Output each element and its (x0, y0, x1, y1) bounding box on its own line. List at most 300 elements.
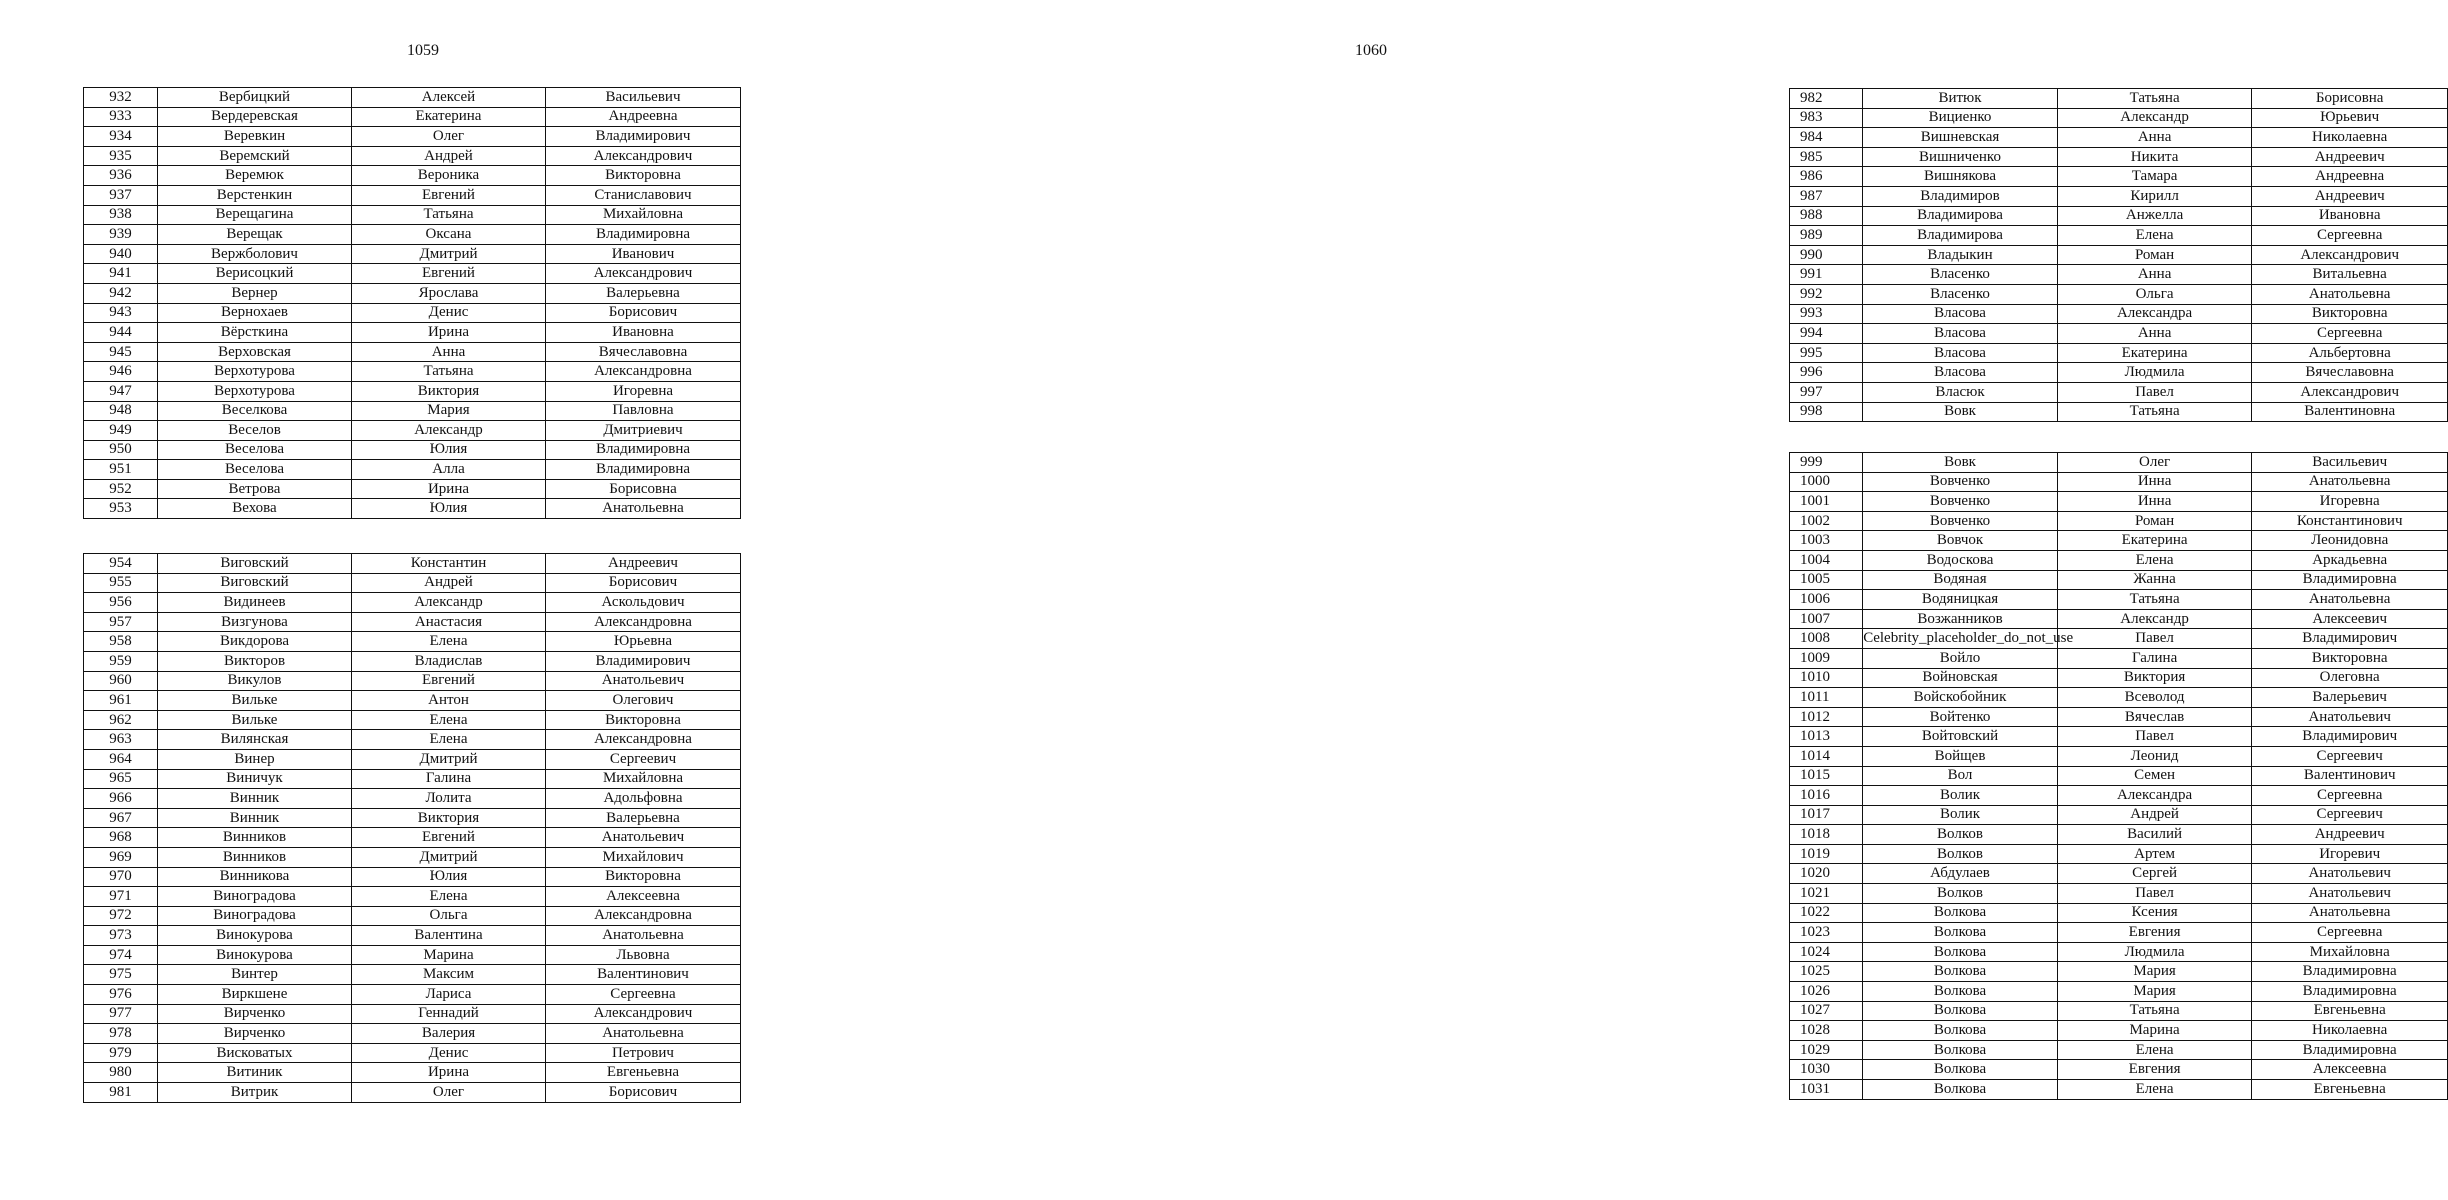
patronymic-cell: Вячеславовна (546, 342, 741, 362)
row-number-cell: 976 (84, 985, 158, 1005)
patronymic-cell: Анатольевич (2252, 707, 2448, 727)
table-row (84, 710, 741, 730)
first-name-cell: Елена (2057, 1040, 2252, 1060)
patronymic-cell: Валерьевич (2252, 688, 2448, 708)
table-row (84, 887, 741, 907)
table-row (84, 401, 741, 421)
last-name-cell: Войщев (1863, 746, 2058, 766)
patronymic-cell: Алексеевич (2252, 609, 2448, 629)
table-row (1790, 245, 2448, 265)
row-number-cell: 1024 (1790, 942, 1863, 962)
last-name-cell: Волкова (1863, 923, 2058, 943)
page-number: 1060 (1355, 42, 1387, 59)
last-name-cell: Веремюк (158, 166, 352, 186)
last-name-cell: Власенко (1863, 284, 2058, 304)
table-row (1790, 382, 2448, 402)
row-number-cell: 999 (1790, 453, 1863, 473)
row-number-cell: 1029 (1790, 1040, 1863, 1060)
table-row (84, 205, 741, 225)
patronymic-cell: Александрович (546, 264, 741, 284)
table-row (1790, 844, 2448, 864)
row-number-cell: 1007 (1790, 609, 1863, 629)
last-name-cell: Викторов (158, 651, 352, 671)
table-row (1790, 805, 2448, 825)
table-row (1790, 962, 2448, 982)
first-name-cell: Василий (2057, 825, 2252, 845)
patronymic-cell: Михайлович (546, 847, 741, 867)
row-number-cell: 948 (84, 401, 158, 421)
table-row (1790, 363, 2448, 383)
row-number-cell: 965 (84, 769, 158, 789)
first-name-cell: Вячеслав (2057, 707, 2252, 727)
first-name-cell: Татьяна (2057, 89, 2252, 109)
patronymic-cell: Вячеславовна (2252, 363, 2448, 383)
table-row (84, 808, 741, 828)
last-name-cell: Виговский (158, 573, 352, 593)
patronymic-cell: Анатольевич (546, 828, 741, 848)
last-name-cell: Верещагина (158, 205, 352, 225)
page-number: 1059 (407, 42, 439, 59)
table-row (1790, 206, 2448, 226)
last-name-cell: Видинеев (158, 593, 352, 613)
last-name-cell: Верисоцкий (158, 264, 352, 284)
row-number-cell: 972 (84, 906, 158, 926)
first-name-cell: Лариса (352, 985, 546, 1005)
row-number-cell: 935 (84, 146, 158, 166)
last-name-cell: Власенко (1863, 265, 2058, 285)
first-name-cell: Андрей (352, 146, 546, 166)
row-number-cell: 974 (84, 945, 158, 965)
table-row (84, 421, 741, 441)
last-name-cell: Винокурова (158, 926, 352, 946)
last-name-cell: Вирченко (158, 1004, 352, 1024)
patronymic-cell: Сергеевна (2252, 786, 2448, 806)
patronymic-cell: Юрьевич (2252, 108, 2448, 128)
first-name-cell: Алексей (352, 88, 546, 108)
last-name-cell: Вержболович (158, 244, 352, 264)
patronymic-cell: Анатольевна (2252, 590, 2448, 610)
name-table (83, 553, 741, 1103)
first-name-cell: Евгений (352, 671, 546, 691)
first-name-cell: Татьяна (2057, 590, 2252, 610)
patronymic-cell: Сергеевич (546, 749, 741, 769)
last-name-cell: Винер (158, 749, 352, 769)
last-name-cell: Вишневская (1863, 128, 2058, 148)
last-name-cell: Виноградова (158, 906, 352, 926)
first-name-cell: Елена (2057, 550, 2252, 570)
last-name-cell: Вербицкий (158, 88, 352, 108)
last-name-cell: Войтовский (1863, 727, 2058, 747)
patronymic-cell: Анатольевна (546, 499, 741, 519)
last-name-cell: Верстенкин (158, 185, 352, 205)
last-name-cell: Волкова (1863, 1080, 2058, 1100)
first-name-cell: Павел (2057, 629, 2252, 649)
row-number-cell: 941 (84, 264, 158, 284)
table-row (84, 985, 741, 1005)
first-name-cell: Ирина (352, 1063, 546, 1083)
patronymic-cell: Игоревна (2252, 492, 2448, 512)
row-number-cell: 988 (1790, 206, 1863, 226)
row-number-cell: 998 (1790, 402, 1863, 422)
first-name-cell: Александр (2057, 609, 2252, 629)
table-row (1790, 590, 2448, 610)
table-row (1790, 1001, 2448, 1021)
first-name-cell: Ксения (2057, 903, 2252, 923)
patronymic-cell: Михайловна (546, 205, 741, 225)
row-number-cell: 960 (84, 671, 158, 691)
patronymic-cell: Юрьевна (546, 632, 741, 652)
row-number-cell: 971 (84, 887, 158, 907)
first-name-cell: Виктория (352, 808, 546, 828)
last-name-cell: Вильке (158, 710, 352, 730)
row-number-cell: 985 (1790, 147, 1863, 167)
patronymic-cell: Михайловна (546, 769, 741, 789)
last-name-cell: Волков (1863, 825, 2058, 845)
first-name-cell: Валерия (352, 1024, 546, 1044)
last-name-cell: Витюк (1863, 89, 2058, 109)
left-page (0, 0, 846, 1200)
row-number-cell: 1023 (1790, 923, 1863, 943)
patronymic-cell: Евгеньевна (546, 1063, 741, 1083)
row-number-cell: 986 (1790, 167, 1863, 187)
table-row (84, 1063, 741, 1083)
table-row (84, 303, 741, 323)
table-row (84, 146, 741, 166)
last-name-cell: Водяницкая (1863, 590, 2058, 610)
patronymic-cell: Евгеньевна (2252, 1080, 2448, 1100)
first-name-cell: Андрей (352, 573, 546, 593)
patronymic-cell: Владимировна (2252, 570, 2448, 590)
table-row (84, 945, 741, 965)
last-name-cell: Вёрсткина (158, 323, 352, 343)
last-name-cell: Вехова (158, 499, 352, 519)
row-number-cell: 945 (84, 342, 158, 362)
last-name-cell: Волков (1863, 844, 2058, 864)
patronymic-cell: Валерьевна (546, 283, 741, 303)
table-row (84, 573, 741, 593)
last-name-cell: Витрик (158, 1083, 352, 1103)
table-row (84, 632, 741, 652)
right-page (846, 0, 2403, 1200)
first-name-cell: Евгений (352, 828, 546, 848)
table-row (84, 554, 741, 574)
first-name-cell: Роман (2057, 245, 2252, 265)
row-number-cell: 1018 (1790, 825, 1863, 845)
patronymic-cell: Борисовна (2252, 89, 2448, 109)
table-row (84, 789, 741, 809)
row-number-cell: 994 (1790, 324, 1863, 344)
last-name-cell: Владыкин (1863, 245, 2058, 265)
row-number-cell: 966 (84, 789, 158, 809)
name-table (1789, 88, 2448, 422)
table-row (84, 166, 741, 186)
patronymic-cell: Андреевич (546, 554, 741, 574)
row-number-cell: 964 (84, 749, 158, 769)
last-name-cell: Войло (1863, 648, 2058, 668)
table-row (1790, 89, 2448, 109)
table-row (1790, 864, 2448, 884)
row-number-cell: 1008 (1790, 629, 1863, 649)
table-row (84, 1043, 741, 1063)
row-number-cell: 955 (84, 573, 158, 593)
first-name-cell: Денис (352, 1043, 546, 1063)
table-row (1790, 453, 2448, 473)
last-name-cell: Власова (1863, 324, 2058, 344)
last-name-cell: Вициенко (1863, 108, 2058, 128)
table-row (84, 185, 741, 205)
last-name-cell: Веселова (158, 440, 352, 460)
patronymic-cell: Андреевич (2252, 147, 2448, 167)
row-number-cell: 952 (84, 479, 158, 499)
table-row (84, 88, 741, 108)
last-name-cell: Celebrity_placeholder_do_not_use (1863, 629, 2058, 649)
table-row (1790, 727, 2448, 747)
patronymic-cell: Львовна (546, 945, 741, 965)
last-name-cell: Вишнякова (1863, 167, 2058, 187)
first-name-cell: Екатерина (352, 107, 546, 127)
row-number-cell: 1015 (1790, 766, 1863, 786)
table-row (84, 460, 741, 480)
table-row (84, 1083, 741, 1103)
table-row (1790, 265, 2448, 285)
table-row (1790, 511, 2448, 531)
patronymic-cell: Анатольевна (546, 1024, 741, 1044)
patronymic-cell: Александрович (2252, 245, 2448, 265)
patronymic-cell: Алексеевна (2252, 1060, 2448, 1080)
patronymic-cell: Анатольевич (2252, 864, 2448, 884)
last-name-cell: Владимирова (1863, 206, 2058, 226)
table-row (1790, 343, 2448, 363)
row-number-cell: 983 (1790, 108, 1863, 128)
table-row (1790, 1040, 2448, 1060)
first-name-cell: Елена (352, 710, 546, 730)
row-number-cell: 1004 (1790, 550, 1863, 570)
row-number-cell: 936 (84, 166, 158, 186)
first-name-cell: Татьяна (352, 362, 546, 382)
first-name-cell: Кирилл (2057, 186, 2252, 206)
last-name-cell: Веревкин (158, 127, 352, 147)
patronymic-cell: Александровна (546, 730, 741, 750)
patronymic-cell: Иванович (546, 244, 741, 264)
table-row (84, 381, 741, 401)
patronymic-cell: Валентинович (2252, 766, 2448, 786)
table-row (1790, 884, 2448, 904)
last-name-cell: Волкова (1863, 1001, 2058, 1021)
table-row (1790, 648, 2448, 668)
last-name-cell: Веселова (158, 460, 352, 480)
first-name-cell: Дмитрий (352, 244, 546, 264)
first-name-cell: Артем (2057, 844, 2252, 864)
first-name-cell: Елена (352, 887, 546, 907)
last-name-cell: Вернохаев (158, 303, 352, 323)
first-name-cell: Олег (352, 1083, 546, 1103)
row-number-cell: 992 (1790, 284, 1863, 304)
table-row (84, 127, 741, 147)
last-name-cell: Вовчок (1863, 531, 2058, 551)
patronymic-cell: Адольфовна (546, 789, 741, 809)
table-row (84, 593, 741, 613)
table-row (1790, 609, 2448, 629)
first-name-cell: Татьяна (352, 205, 546, 225)
row-number-cell: 1031 (1790, 1080, 1863, 1100)
row-number-cell: 1021 (1790, 884, 1863, 904)
table-row (1790, 688, 2448, 708)
table-row (1790, 324, 2448, 344)
last-name-cell: Виговский (158, 554, 352, 574)
patronymic-cell: Александровна (546, 612, 741, 632)
last-name-cell: Виноградова (158, 887, 352, 907)
table-row (84, 107, 741, 127)
first-name-cell: Елена (352, 632, 546, 652)
table-row (1790, 1080, 2448, 1100)
table-row (1790, 746, 2448, 766)
row-number-cell: 984 (1790, 128, 1863, 148)
patronymic-cell: Витальевна (2252, 265, 2448, 285)
first-name-cell: Валентина (352, 926, 546, 946)
table-row (84, 965, 741, 985)
last-name-cell: Власова (1863, 363, 2058, 383)
first-name-cell: Анна (2057, 324, 2252, 344)
first-name-cell: Мария (2057, 982, 2252, 1002)
row-number-cell: 956 (84, 593, 158, 613)
row-number-cell: 1019 (1790, 844, 1863, 864)
row-number-cell: 969 (84, 847, 158, 867)
row-number-cell: 1011 (1790, 688, 1863, 708)
table-row (84, 828, 741, 848)
first-name-cell: Андрей (2057, 805, 2252, 825)
first-name-cell: Ирина (352, 479, 546, 499)
last-name-cell: Волкова (1863, 982, 2058, 1002)
table-row (1790, 1060, 2448, 1080)
table-row (1790, 550, 2448, 570)
row-number-cell: 1001 (1790, 492, 1863, 512)
table-row (1790, 402, 2448, 422)
row-number-cell: 977 (84, 1004, 158, 1024)
table-row (1790, 668, 2448, 688)
row-number-cell: 1000 (1790, 472, 1863, 492)
row-number-cell: 995 (1790, 343, 1863, 363)
patronymic-cell: Алексеевна (546, 887, 741, 907)
first-name-cell: Елена (2057, 226, 2252, 246)
first-name-cell: Виктория (2057, 668, 2252, 688)
patronymic-cell: Борисович (546, 303, 741, 323)
table-row (1790, 472, 2448, 492)
last-name-cell: Виничук (158, 769, 352, 789)
first-name-cell: Юлия (352, 440, 546, 460)
last-name-cell: Волкова (1863, 903, 2058, 923)
row-number-cell: 968 (84, 828, 158, 848)
patronymic-cell: Игоревич (2252, 844, 2448, 864)
last-name-cell: Винокурова (158, 945, 352, 965)
last-name-cell: Власова (1863, 304, 2058, 324)
patronymic-cell: Валерьевна (546, 808, 741, 828)
last-name-cell: Власова (1863, 343, 2058, 363)
last-name-cell: Верхотурова (158, 381, 352, 401)
patronymic-cell: Викторовна (546, 867, 741, 887)
name-table (83, 87, 741, 519)
first-name-cell: Жанна (2057, 570, 2252, 590)
row-number-cell: 953 (84, 499, 158, 519)
row-number-cell: 944 (84, 323, 158, 343)
row-number-cell: 938 (84, 205, 158, 225)
name-table (1789, 452, 2448, 1100)
table-row (1790, 167, 2448, 187)
table-row (1790, 284, 2448, 304)
first-name-cell: Константин (352, 554, 546, 574)
patronymic-cell: Сергеевич (2252, 746, 2448, 766)
row-number-cell: 1022 (1790, 903, 1863, 923)
table-row (84, 691, 741, 711)
first-name-cell: Юлия (352, 867, 546, 887)
last-name-cell: Вильке (158, 691, 352, 711)
table-row (84, 225, 741, 245)
row-number-cell: 933 (84, 107, 158, 127)
patronymic-cell: Николаевна (2252, 1021, 2448, 1041)
row-number-cell: 1013 (1790, 727, 1863, 747)
table-row (1790, 304, 2448, 324)
first-name-cell: Вероника (352, 166, 546, 186)
patronymic-cell: Павловна (546, 401, 741, 421)
patronymic-cell: Леонидовна (2252, 531, 2448, 551)
patronymic-cell: Евгеньевна (2252, 1001, 2448, 1021)
patronymic-cell: Анатольевна (2252, 903, 2448, 923)
first-name-cell: Александра (2057, 304, 2252, 324)
last-name-cell: Волик (1863, 805, 2058, 825)
last-name-cell: Вилянская (158, 730, 352, 750)
row-number-cell: 954 (84, 554, 158, 574)
table-row (84, 867, 741, 887)
patronymic-cell: Станиславович (546, 185, 741, 205)
row-number-cell: 1002 (1790, 511, 1863, 531)
table-row (84, 362, 741, 382)
table-row (1790, 108, 2448, 128)
patronymic-cell: Олегович (546, 691, 741, 711)
table-row (1790, 982, 2448, 1002)
patronymic-cell: Анатольевна (2252, 472, 2448, 492)
row-number-cell: 1026 (1790, 982, 1863, 1002)
first-name-cell: Всеволод (2057, 688, 2252, 708)
table-row (1790, 1021, 2448, 1041)
first-name-cell: Евгений (352, 185, 546, 205)
first-name-cell: Людмила (2057, 942, 2252, 962)
first-name-cell: Анна (2057, 265, 2252, 285)
patronymic-cell: Владимирович (546, 651, 741, 671)
first-name-cell: Алла (352, 460, 546, 480)
row-number-cell: 978 (84, 1024, 158, 1044)
last-name-cell: Волкова (1863, 1040, 2058, 1060)
table-row (1790, 942, 2448, 962)
row-number-cell: 967 (84, 808, 158, 828)
row-number-cell: 962 (84, 710, 158, 730)
row-number-cell: 1020 (1790, 864, 1863, 884)
patronymic-cell: Васильевич (546, 88, 741, 108)
table-row (84, 926, 741, 946)
first-name-cell: Анастасия (352, 612, 546, 632)
last-name-cell: Войновская (1863, 668, 2058, 688)
row-number-cell: 991 (1790, 265, 1863, 285)
last-name-cell: Витиник (158, 1063, 352, 1083)
row-number-cell: 980 (84, 1063, 158, 1083)
last-name-cell: Ветрова (158, 479, 352, 499)
patronymic-cell: Анатольевич (2252, 884, 2448, 904)
table-row (84, 1024, 741, 1044)
row-number-cell: 940 (84, 244, 158, 264)
first-name-cell: Ольга (352, 906, 546, 926)
first-name-cell: Инна (2057, 492, 2252, 512)
last-name-cell: Возжанников (1863, 609, 2058, 629)
patronymic-cell: Анатольевич (546, 671, 741, 691)
patronymic-cell: Аркадьевна (2252, 550, 2448, 570)
